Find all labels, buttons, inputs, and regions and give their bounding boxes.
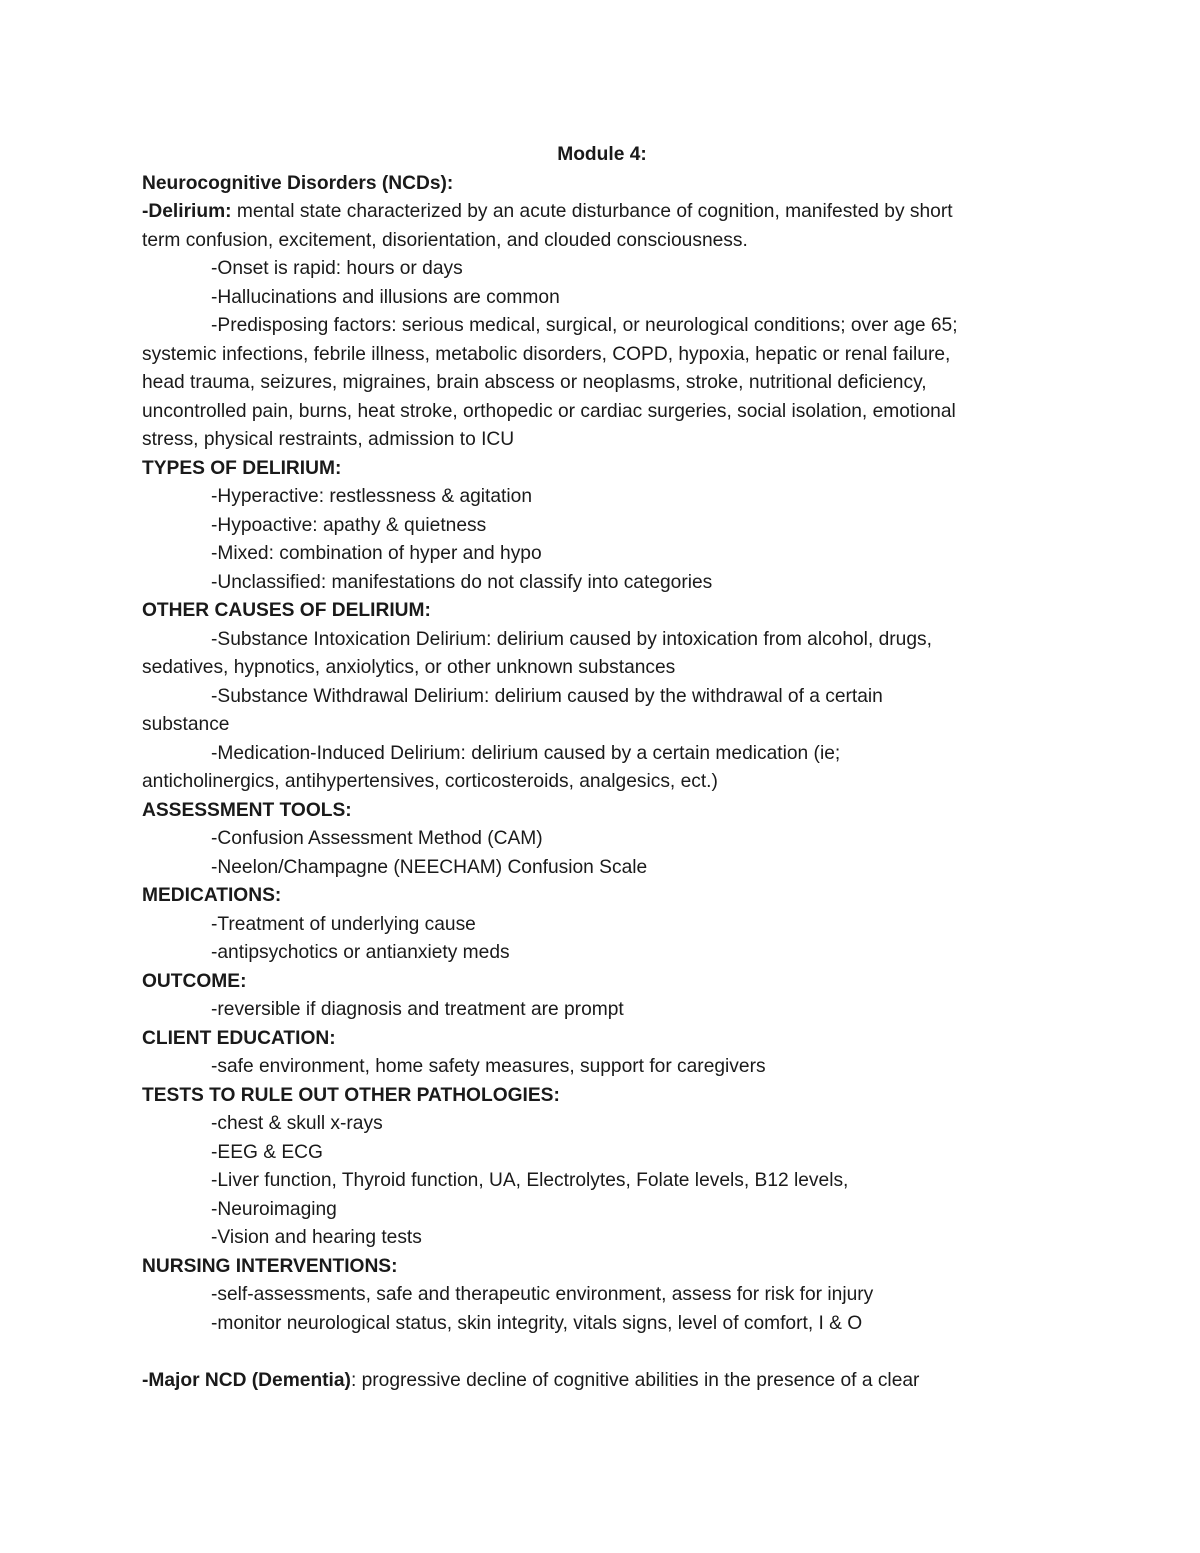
blank-line	[142, 1338, 1062, 1367]
outcome-item: -reversible if diagnosis and treatment are prompt	[211, 999, 624, 1020]
type-item: -Mixed: combination of hyper and hypo	[211, 543, 542, 564]
interventions-heading: NURSING INTERVENTIONS:	[142, 1255, 398, 1277]
page-title: Module 4:	[557, 144, 647, 165]
intervention-item: -self-assessments, safe and therapeutic environment, assess for risk for injury	[211, 1284, 874, 1305]
test-item: -Vision and hearing tests	[211, 1227, 422, 1248]
delirium-point: -Hallucinations and illusions are common	[211, 286, 560, 308]
dementia-term: -Major NCD (Dementia)	[142, 1369, 351, 1391]
type-item: -Hypoactive: apathy & quietness	[211, 514, 487, 536]
predisposing-factors-cont: uncontrolled pain, burns, heat stroke, orthopedic or cardiac surgeries, social isolation, emotional	[142, 400, 956, 422]
assessment-heading: ASSESSMENT TOOLS:	[142, 799, 352, 821]
cause-substance-intoxication-cont: sedatives, hypnotics, anxiolytics, or other unknown substances	[142, 657, 676, 678]
assessment-item: -Neelon/Champagne (NEECHAM) Confusion Scale	[211, 856, 648, 878]
type-item: -Unclassified: manifestations do not classify into categories	[211, 571, 713, 593]
medication-item: -Treatment of underlying cause	[211, 913, 476, 935]
predisposing-factors-cont: systemic infections, febrile illness, metabolic disorders, COPD, hypoxia, hepatic or renal failure,	[142, 343, 951, 365]
cause-substance-withdrawal: -Substance Withdrawal Delirium: delirium caused by the withdrawal of a certain	[211, 685, 883, 707]
delirium-term: -Delirium:	[142, 201, 232, 222]
document-body	[142, 141, 1062, 1395]
delirium-definition	[142, 198, 1062, 227]
test-item: -EEG & ECG	[211, 1141, 323, 1163]
predisposing-factors-cont: head trauma, seizures, migraines, brain abscess or neoplasms, stroke, nutritional deficiency,	[142, 372, 927, 393]
predisposing-factors-cont: stress, physical restraints, admission to ICU	[142, 429, 515, 450]
test-item: -Liver function, Thyroid function, UA, Electrolytes, Folate levels, B12 levels,	[211, 1170, 849, 1191]
assessment-item: -Confusion Assessment Method (CAM)	[211, 828, 543, 849]
predisposing-factors: -Predisposing factors: serious medical, surgical, or neurological conditions; over age 65;	[211, 315, 958, 336]
delirium-definition-cont: term confusion, excitement, disorientation, and clouded consciousness.	[142, 229, 748, 251]
medications-heading: MEDICATIONS:	[142, 885, 282, 906]
types-heading: TYPES OF DELIRIUM:	[142, 457, 342, 479]
tests-heading: TESTS TO RULE OUT OTHER PATHOLOGIES:	[142, 1084, 560, 1106]
test-item: -Neuroimaging	[211, 1198, 337, 1220]
test-item: -chest & skull x-rays	[211, 1113, 383, 1134]
section-heading: Neurocognitive Disorders (NCDs):	[142, 172, 454, 194]
education-item: -safe environment, home safety measures, support for caregivers	[211, 1056, 766, 1077]
type-item: -Hyperactive: restlessness & agitation	[211, 486, 532, 507]
cause-medication-induced-cont: anticholinergics, antihypertensives, corticosteroids, analgesics, ect.)	[142, 771, 718, 792]
delirium-definition-text: mental state characterized by an acute disturbance of cognition, manifested by short	[231, 201, 953, 222]
medication-item: -antipsychotics or antianxiety meds	[211, 942, 510, 963]
cause-substance-intoxication: -Substance Intoxication Delirium: delirium caused by intoxication from alcohol, drugs,	[211, 628, 932, 650]
intervention-item: -monitor neurological status, skin integrity, vitals signs, level of comfort, I & O	[211, 1312, 863, 1334]
outcome-heading: OUTCOME:	[142, 970, 247, 992]
education-heading: CLIENT EDUCATION:	[142, 1027, 336, 1049]
other-causes-heading: OTHER CAUSES OF DELIRIUM:	[142, 600, 431, 621]
dementia-definition	[142, 1367, 1062, 1396]
dementia-definition-text: : progressive decline of cognitive abilities in the presence of a clear	[350, 1369, 920, 1391]
cause-medication-induced: -Medication-Induced Delirium: delirium caused by a certain medication (ie;	[211, 742, 841, 764]
cause-substance-withdrawal-cont: substance	[142, 714, 230, 735]
delirium-point: -Onset is rapid: hours or days	[211, 258, 463, 279]
